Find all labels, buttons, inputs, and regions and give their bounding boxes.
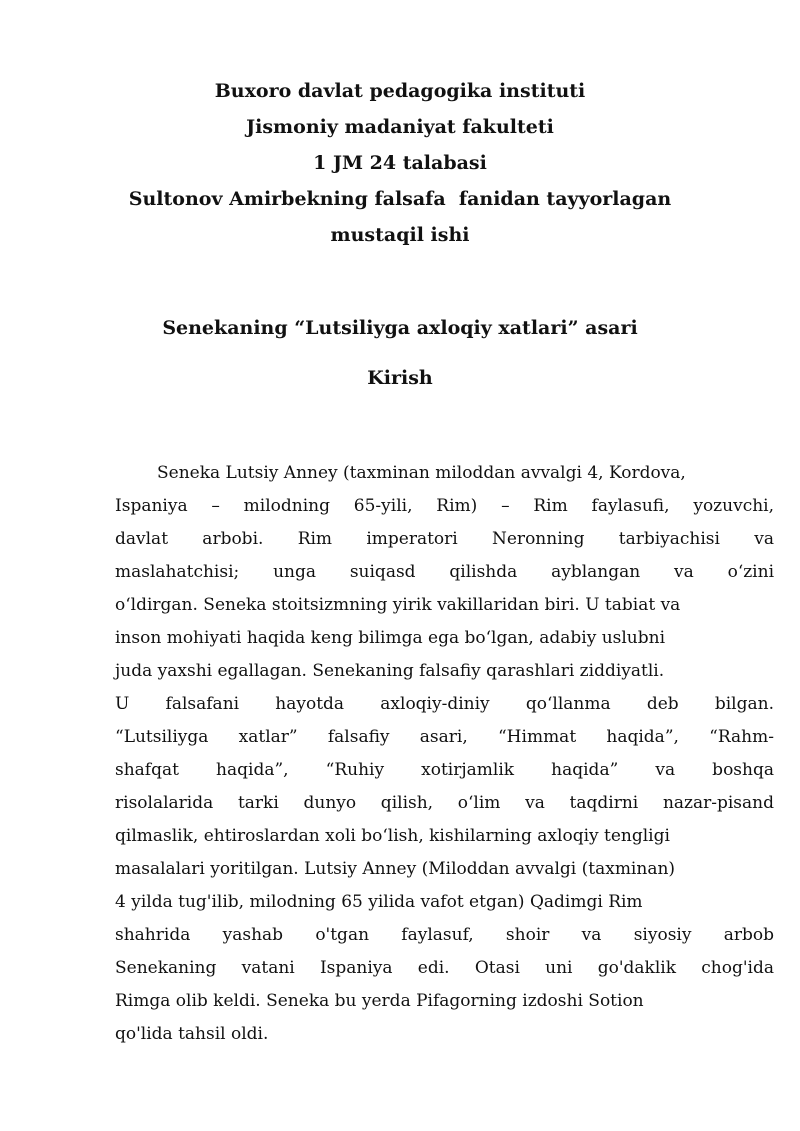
body-line: inson mohiyati haqida keng bilimga ega bo‘lgan, adabiy uslubni — [115, 628, 666, 648]
institute-name: Buxoro davlat pedagogika instituti — [214, 80, 586, 102]
body-line: shahrida yashab o'tgan faylasuf, shoir va siyosiy arbob — [115, 925, 774, 945]
body-line: Senekaning vatani Ispaniya edi. Otasi uni go'daklik chog'ida — [115, 958, 774, 978]
body-line: qo'lida tahsil oldi. — [115, 1024, 269, 1044]
faculty-name: Jismoniy madaniyat fakulteti — [246, 116, 554, 138]
work-type: mustaqil ishi — [330, 224, 470, 246]
body-line: shafqat haqida”, “Ruhiy xotirjamlik haqida” va boshqa — [115, 760, 774, 780]
title-block — [60, 73, 740, 253]
body-line: U falsafani hayotda axloqiy-diniy qo‘llanma deb bilgan. — [115, 694, 774, 714]
body-line: davlat arbobi. Rim imperatori Neronning tarbiyachisi va — [115, 529, 774, 549]
essay-title: Senekaning “Lutsiliyga axloqiy xatlari” asari — [162, 317, 638, 339]
body-line: maslahatchisi; unga suiqasd qilishda ayblangan va o‘zini — [115, 562, 774, 582]
body-line: “Lutsiliyga xatlar” falsafiy asari, “Himmat haqida”, “Rahm- — [115, 727, 774, 747]
body-text — [115, 457, 774, 1051]
author-line: Sultonov Amirbekning falsafa fanidan tayyorlagan — [128, 188, 672, 210]
body-line: 4 yilda tug'ilib, milodning 65 yilida vafot etgan) Qadimgi Rim — [115, 892, 643, 912]
student-group: 1 JM 24 talabasi — [313, 152, 487, 174]
body-line: juda yaxshi egallagan. Senekaning falsafiy qarashlari ziddiyatli. — [115, 661, 665, 681]
body-line: o‘ldirgan. Seneka stoitsizmning yirik vakillaridan biri. U tabiat va — [115, 595, 681, 615]
body-line: risolalarida tarki dunyo qilish, o‘lim va taqdirni nazar-pisand — [115, 793, 774, 813]
body-line: Seneka Lutsiy Anney (taxminan miloddan avvalgi 4, Kordova, — [157, 463, 686, 483]
section-heading: Kirish — [367, 367, 433, 389]
body-line: masalalari yoritilgan. Lutsiy Anney (Miloddan avvalgi (taxminan) — [115, 859, 676, 879]
body-line: Rimga olib keldi. Seneka bu yerda Pifagorning izdoshi Sotion — [115, 991, 644, 1011]
body-line: Ispaniya – milodning 65-yili, Rim) – Rim faylasufi, yozuvchi, — [115, 496, 774, 516]
body-line: qilmaslik, ehtiroslardan xoli bo‘lish, kishilarning axloqiy tengligi — [115, 826, 670, 846]
